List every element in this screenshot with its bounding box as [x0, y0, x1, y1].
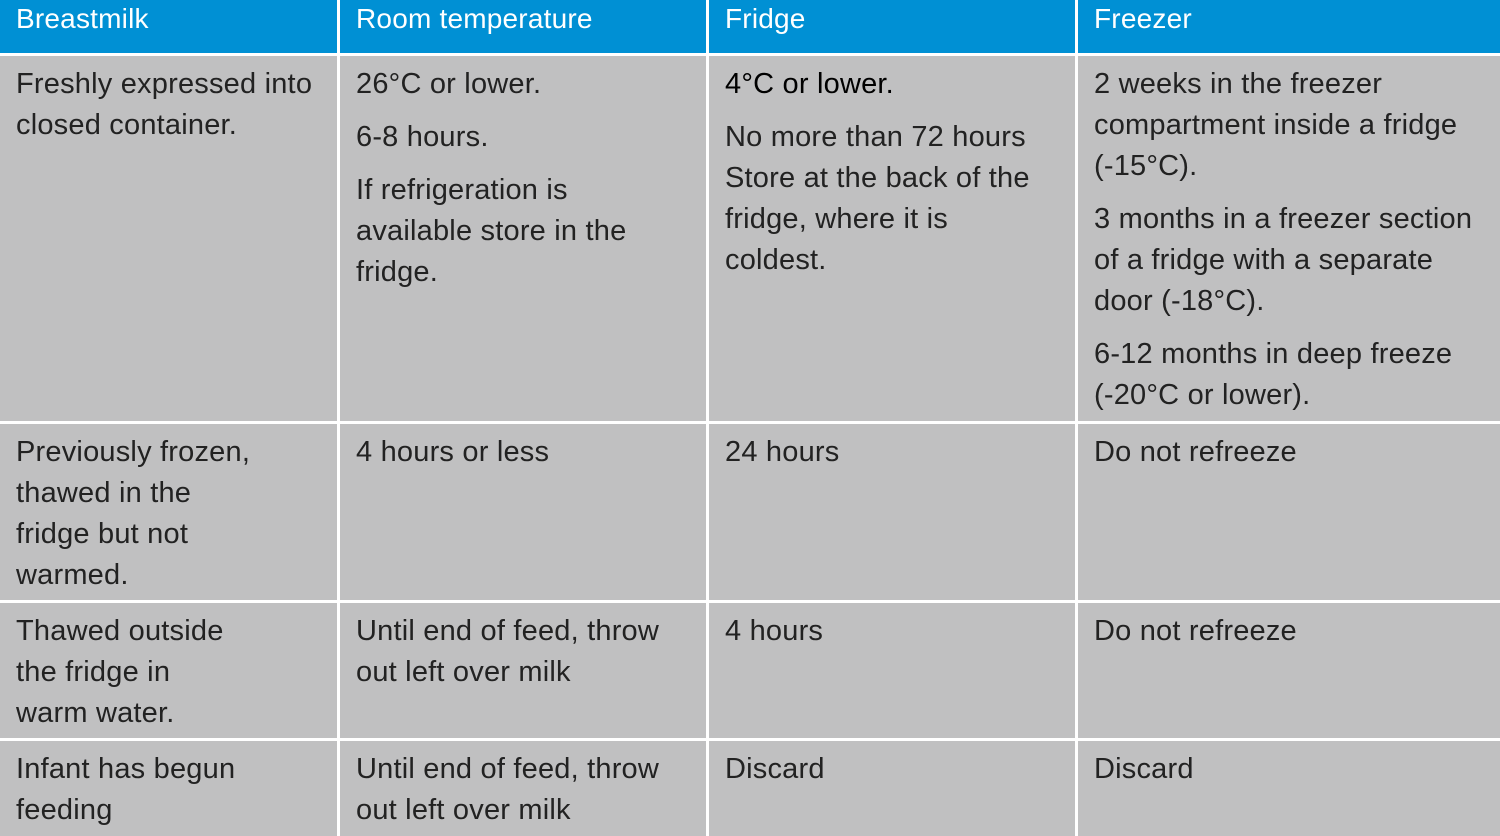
header-freezer: Freezer [1078, 0, 1500, 53]
header-fridge: Fridge [709, 0, 1075, 53]
row-1-freezer-cell [1078, 56, 1500, 421]
row-2-breastmilk-cell [0, 424, 337, 600]
header-room-temperature: Room temperature [340, 0, 706, 53]
row-4-freezer-text: Discard [1094, 753, 1194, 785]
row-4-fridge-text: Discard [725, 753, 825, 785]
row-2-fridge-text: 24 hours [725, 436, 840, 468]
row-2-breastmilk-text: Previously frozen, thawed in the fridge but not warmed. [16, 436, 251, 591]
row-3-room-cell [340, 603, 706, 738]
row-1-freezer-text-3: 6-12 months in deep freeze (-20°C or lower). [1094, 338, 1453, 411]
row-4-room-cell [340, 741, 706, 836]
row-1-breastmilk-text: Freshly expressed into closed container. [16, 68, 313, 141]
row-3-fridge-cell [709, 603, 1075, 738]
row-2-freezer-cell [1078, 424, 1500, 600]
row-1-room-cell [340, 56, 706, 421]
row-1-room-text-1: 26°C or lower. [356, 68, 542, 100]
row-1-room-text-2: 6-8 hours. [356, 121, 489, 153]
row-2-freezer-text: Do not refreeze [1094, 436, 1297, 468]
row-1-freezer-text-2: 3 months in a freezer section of a fridge with a separate door (-18°C). [1094, 203, 1473, 317]
row-4-breastmilk-cell [0, 741, 337, 836]
row-1-freezer-text-1: 2 weeks in the freezer compartment inside a fridge (-15°C). [1094, 68, 1458, 182]
row-1-room-text-3: If refrigeration is available store in the fridge. [356, 174, 627, 288]
row-2-room-text: 4 hours or less [356, 436, 550, 468]
row-1-fridge-text-1: 4°C or lower. [725, 68, 894, 100]
row-2-fridge-cell [709, 424, 1075, 600]
row-3-fridge-text: 4 hours [725, 615, 824, 647]
row-3-freezer-cell [1078, 603, 1500, 738]
row-4-breastmilk-text: Infant has begun feeding [16, 753, 236, 826]
row-1-breastmilk-cell [0, 56, 337, 421]
row-2-room-cell [340, 424, 706, 600]
row-3-room-text: Until end of feed, throw out left over milk [356, 615, 660, 688]
row-3-freezer-text: Do not refreeze [1094, 615, 1297, 647]
row-1-fridge-cell [709, 56, 1075, 421]
row-1-fridge-text-2: No more than 72 hours Store at the back of the fridge, where it is coldest. [725, 121, 1030, 276]
row-3-breastmilk-cell [0, 603, 337, 738]
header-breastmilk: Breastmilk [0, 0, 337, 53]
row-4-fridge-cell [709, 741, 1075, 836]
row-4-freezer-cell [1078, 741, 1500, 836]
row-3-breastmilk-text: Thawed outside the fridge in warm water. [16, 615, 224, 729]
row-4-room-text: Until end of feed, throw out left over milk [356, 753, 660, 826]
